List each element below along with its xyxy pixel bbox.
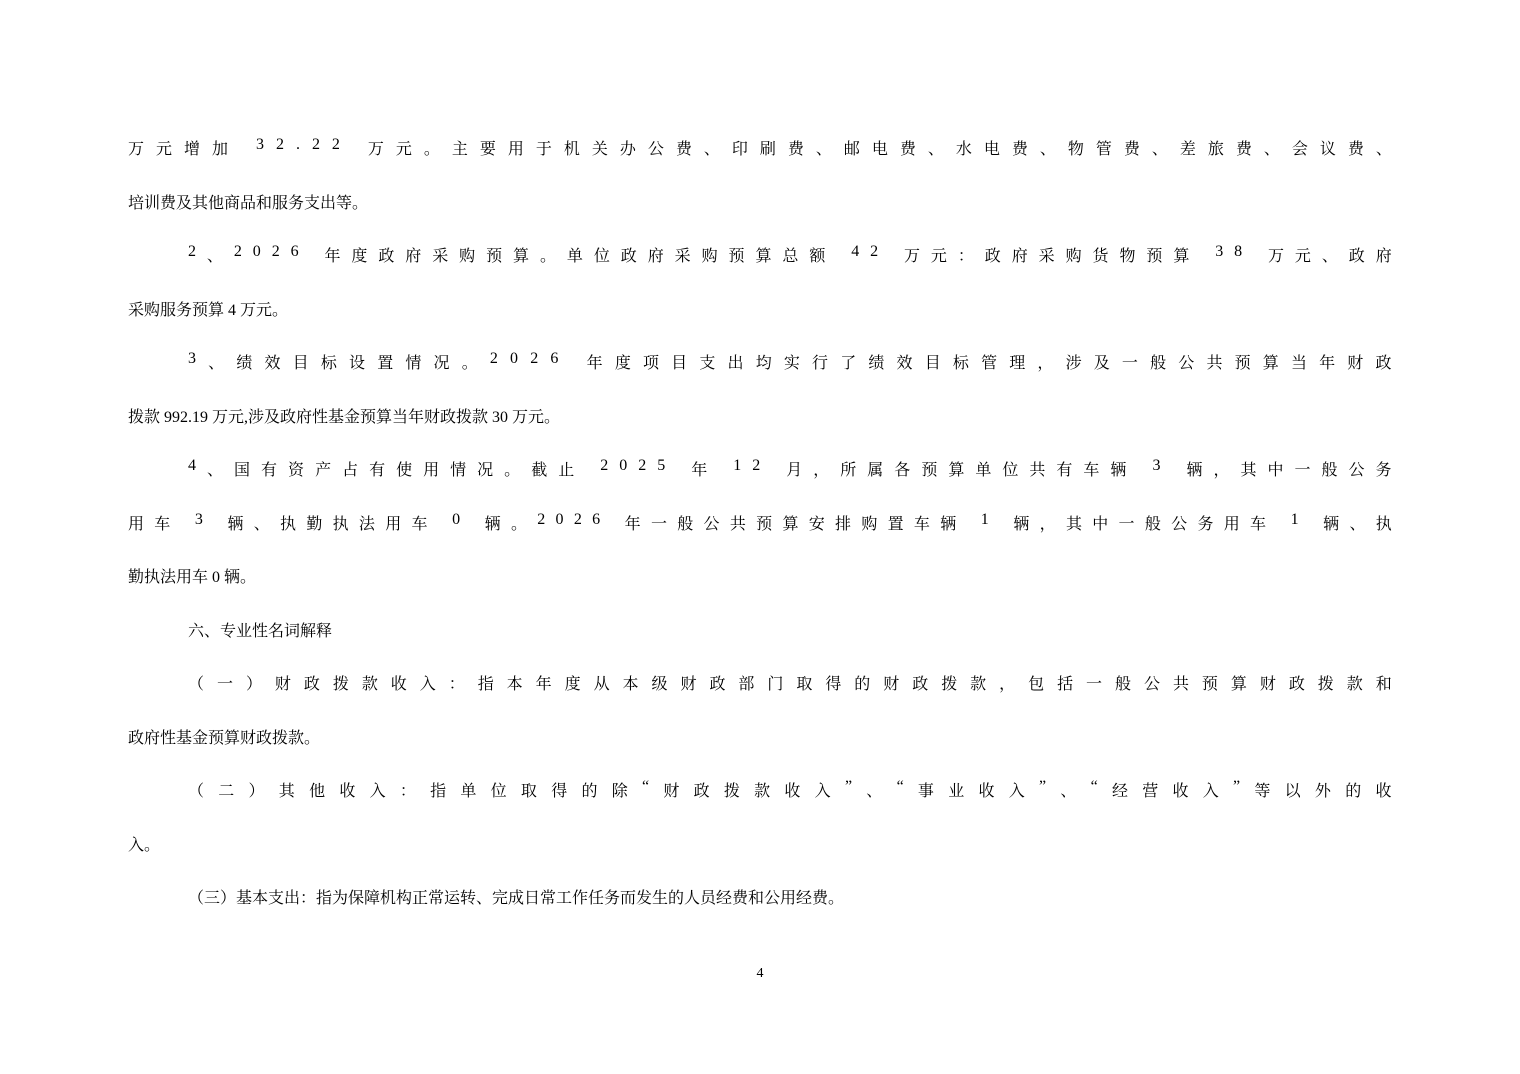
text-line: （三）基本支出：指为保障机构正常运转、完成日常工作任务而发生的人员经费和公用经费。 [188, 890, 845, 907]
text-line: 用 车 3 辆 、 执 勤 执 法 用 车 0 辆 。 2 0 2 6 年 一 般 公 共 预 算 安 排 购 置 车 辆 1 辆 ， 其 中 一 般 公 务 用 车 1 辆 、 执 [128, 510, 1392, 533]
text-line: （ 二 ） 其 他 收 入 ： 指 单 位 取 得 的 除 “ 财 政 拨 款 收 入 ” 、 “ 事 业 收 入 ” 、 “ 经 营 收 入 ” 等 以 外 的 收 [188, 778, 1392, 800]
page-number: 4 [756, 966, 764, 981]
text-line: 万 元 增 加 3 2 . 2 2 万 元 。 主 要 用 于 机 关 办 公 费 、 印 刷 费 、 邮 电 费 、 水 电 费 、 物 管 费 、 差 旅 费 、 会 议 费 、 [128, 136, 1392, 158]
text-line: 采购服务预算 4 万元。 [128, 301, 289, 319]
text-line: 4 、 国 有 资 产 占 有 使 用 情 况 。 截 止 2 0 2 5 年 1 2 月 ， 所 属 各 预 算 单 位 共 有 车 辆 3 辆 ， 其 中 一 般 公 务 [188, 457, 1392, 479]
text-line: 入。 [128, 836, 161, 854]
text-line: （ 一 ） 财 政 拨 款 收 入 ： 指 本 年 度 从 本 级 财 政 部 门 取 得 的 财 政 拨 款 ， 包 括 一 般 公 共 预 算 财 政 拨 款 和 [188, 676, 1392, 693]
section-heading: 六、专业性名词解释 [188, 622, 333, 640]
text-line: 拨款 992.19 万元,涉及政府性基金预算当年财政拨款 30 万元。 [128, 408, 561, 426]
document-body [128, 136, 1392, 939]
text-line: 勤执法用车 0 辆。 [128, 569, 257, 586]
text-line: 3 、 绩 效 目 标 设 置 情 况 。 2 0 2 6 年 度 项 目 支 出 均 实 行 了 绩 效 目 标 管 理 ， 涉 及 一 般 公 共 预 算 当 年 财 政 [188, 350, 1392, 372]
text-line: 2 、 2 0 2 6 年 度 政 府 采 购 预 算 。 单 位 政 府 采 购 预 算 总 额 4 2 万 元 ： 政 府 采 购 货 物 预 算 3 8 万 元 、 政 府 [188, 243, 1392, 265]
text-line: 培训费及其他商品和服务支出等。 [128, 194, 369, 212]
text-line: 政府性基金预算财政拨款。 [128, 729, 321, 747]
